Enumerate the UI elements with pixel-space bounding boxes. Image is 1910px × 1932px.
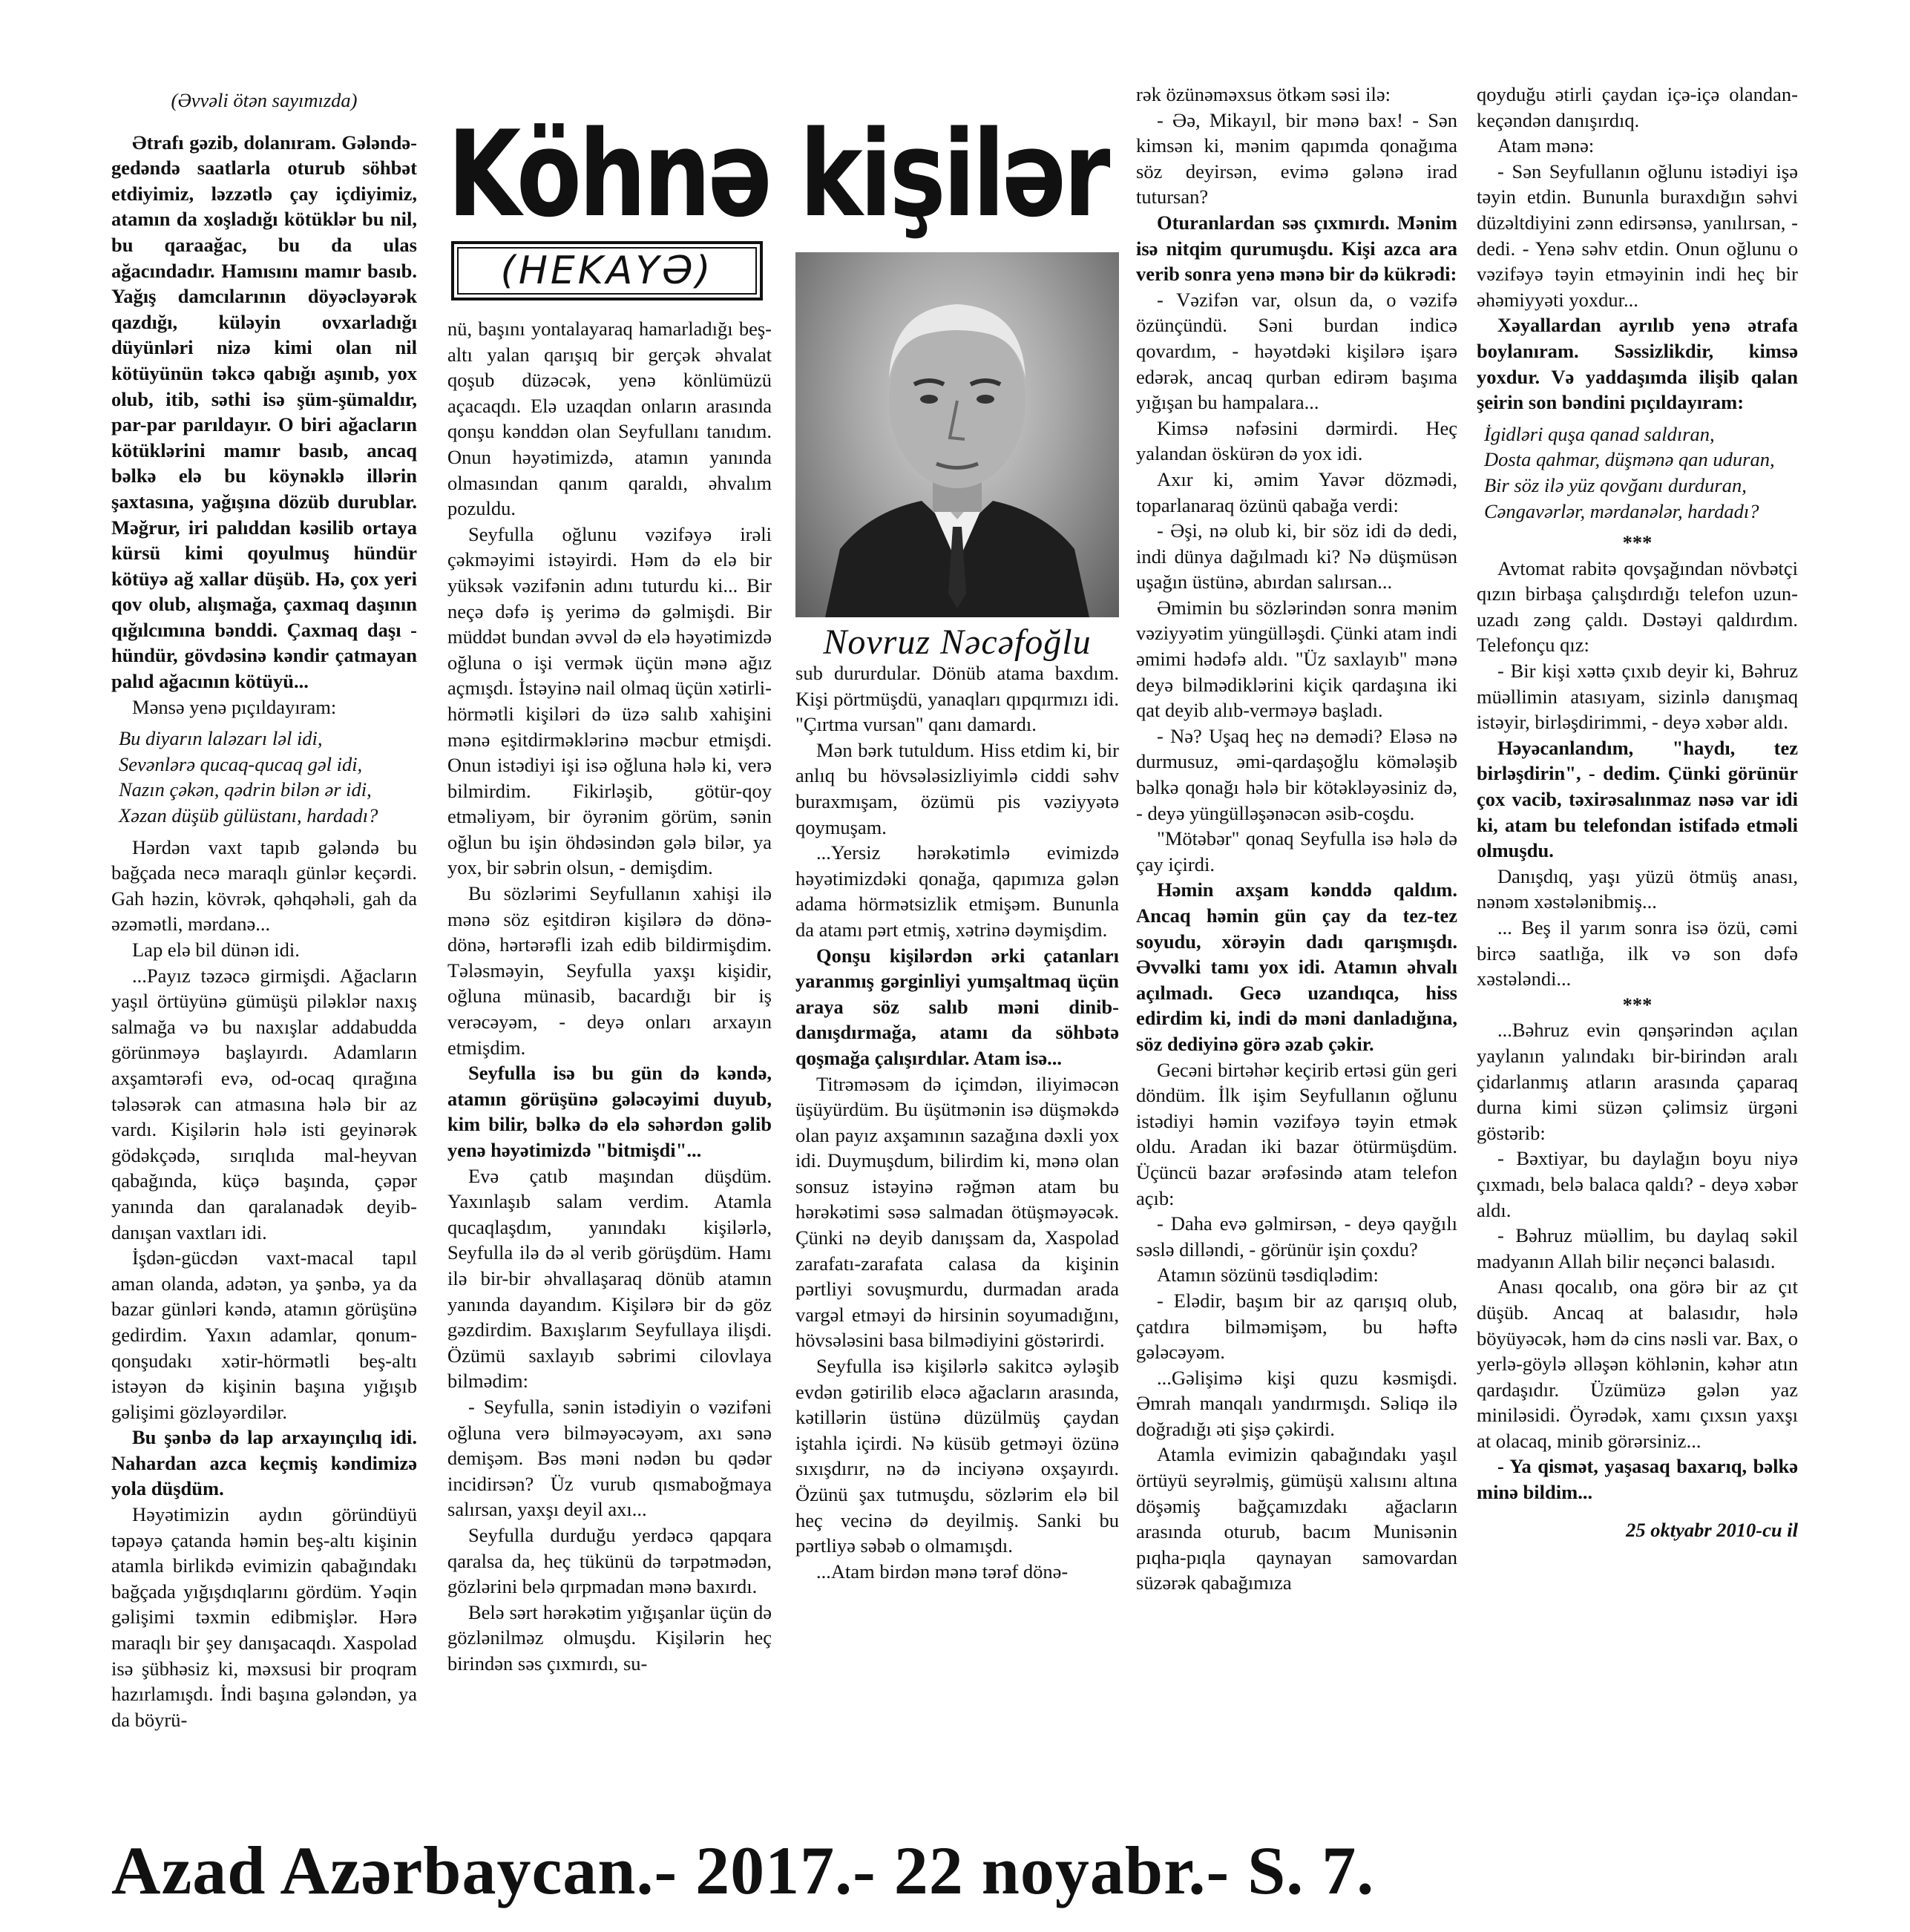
paragraph: ... Beş il yarım sonra isə özü, cəmi bircə saatlığa, ilk və son dəfə xəstələndi... xyxy=(1477,916,1798,990)
paragraph: - Daha evə gəlmirsən, - deyə qayğılı səslə dilləndi, - görünür işin çoxdu? xyxy=(1136,1212,1457,1261)
paragraph: ...Payız təzəcə girmişdi. Ağacların yaşıl örtüyünə gümüşü piləklər naxış salmağa və bu naxışlar addabudda görünməyə başlayırdı. Adamların axşamtərəfi evə, od-ocaq qırağına tələsərək can atmasına hələ bir az vardı. Kişilərin hələ isti geyinərək gödəkçədə, sırıqlıda mal-heyvan qabağında, küçə başında, çəpər yanında dan qaralanadək deyib-danışan vaxtları idi. xyxy=(111,964,417,1243)
paragraph: Əmimin bu sözlərindən sonra mənim vəziyyətim yüngülləşdi. Çünki atam indi əmimi hədəfə aldı. "Üz saxlayıb" mənə deyə bilmədiklərini kiçik qardaşına iki qat deyib alıb-verməyə başladı. xyxy=(1136,596,1457,722)
paragraph: qoyduğu ətirli çaydan içə-içə olandan-keçəndən danışırdıq. xyxy=(1477,83,1798,131)
paragraph: - Elədir, başım bir az qarışıq olub, çatdıra bilməmişəm, bu həftə gələcəyəm. xyxy=(1136,1289,1457,1364)
paragraph: ...Atam birdən mənə tərəf dönə- xyxy=(816,1560,1069,1583)
text-column-3 xyxy=(795,660,1119,1584)
author-name: Novruz Nəcəfoğlu xyxy=(823,622,1092,662)
paragraph: Avtomat rabitə qovşağından növbətçi qızın birbaşa çalışdırdığı telefon uzun-uzadı zəng çaldı. Dəstəyi qaldırdım. Telefonçu qız: xyxy=(1477,556,1798,657)
article-title: Köhnə kişilər xyxy=(447,105,1108,244)
paragraph: rək özünəməxsus ötkəm səsi ilə: xyxy=(1136,83,1391,105)
paragraph: - Əə, Mikayıl, bir mənə bax! - Sən kimsən ki, mənim qapımda qonağıma söz deyirsən, evimə gələnə irad tutursan? xyxy=(1136,108,1457,208)
poem-line: Bir söz ilə yüz qovğanı durduran, xyxy=(1484,473,1747,496)
paragraph: Bu sözlərimi Seyfullanın xahişi ilə mənə söz eşitdirən kişilərə də dönə-dönə, hərtərəfli izah edib bildirmişdim. Tələsməyin, Seyfulla yaxşı kişidir, oğluna münasib, bacardığı bir iş verəcəyəm, - deyə onları arxayın etmişdim. xyxy=(447,882,772,1059)
poem-line: Sevənlərə qucaq-qucaq gəl idi, xyxy=(119,752,363,775)
paragraph: Gecəni birtəhər keçirib ertəsi gün geri döndüm. İlk işim Seyfullanın oğlunu istədiyi həmin vəzifəyə təyin etmək oldu. Aradan iki bazar ötürmüşdüm. Üçüncü bazar ərəfəsində atam telefon açıb: xyxy=(1136,1058,1457,1209)
text-column-4 xyxy=(1136,82,1457,1596)
paragraph: - Bir kişi xəttə çıxıb deyir ki, Bəhruz müəllimin atasıyam, sizinlə danışmaq istəyir, birləşdirimmi, - deyə xəbər aldı. xyxy=(1477,660,1798,734)
paragraph: ...Bəhruz evin qənşərindən açılan yaylanın yalındakı bir-birindən aralı çidarlanmış atların arasında çaparaq durna kimi süzən çəlimsiz ürgəni göstərib: xyxy=(1477,1019,1798,1144)
paragraph: Seyfulla isə kişilərlə sakitcə əyləşib evdən gətirilib eləcə ağacların arasında, kətillərin üstünə düzülmüş çaydan iştahla içirdi. Nə küsüb getməyi özünə sıxışdırır, nə də inciyənə oxşayırdı. Özünü şax tutmuşdu, sözlərim elə bil heç vecinə də deyilmiş. Sanki bu pərtliyə səbəb o olmamışdı. xyxy=(795,1355,1119,1557)
article-date: 25 oktyabr 2010-cu il xyxy=(1626,1518,1798,1541)
paragraph: Ətrafı gəzib, dolanıram. Gələndə-gedəndə saatlarla oturub söhbət etdiyimiz, ləzzətlə çay içdiyimiz, atamın da xoşladığı kötüklər bu nil, bu qaraağac, bu da ulas ağacındadır. Hamısını mamır basıb. Yağış damcılarının döyəcləyərək qazdığı, küləyin ovxarladığı düyünləri nizə kimi olan nil kötüyünün təkcə qabığı aşınıb, yox olub, itib, səthi isə şüm-şümaldır, par-par parıldayır. O biri ağacların kötüklərini mamır basıb, ancaq bəlkə elə bu köynəklə illərin şaxtasına, yağışına dözüb durublar. Məğrur, iri palıddan kəsilib ortaya kürsü kimi qoyulmuş hündür kötüyə ağ xallar düşüb. Hə, çox yeri qov olub, alışmağa, çaxmaq daşının qığılcımına bənddi. Çaxmaq daşı - hündür, gövdəsinə kəndir çatmayan palıd ağacının kötüyü... xyxy=(111,131,417,693)
poem-line: Dosta qahmar, düşmənə qan uduran, xyxy=(1484,448,1775,471)
paragraph: Həyəcanlandım, "haydı, tez birləşdirin", - dedim. Çünki görünür çox vacib, təxirəsalınmaz nəsə var idi ki, atam bu telefondan istifadə etməli olmuşdu. xyxy=(1477,736,1798,862)
paragraph: Anası qocalıb, ona görə bir az çıt düşüb. Ancaq at balasıdır, hələ böyüyəcək, həm də cins nəsli var. Bax, o yerlə-göylə əlləşən köhlənin, kəhər atın qardaşıdır. Üzümüzə gələn yaz miniləsidi. Öyrədək, xamı çıxsın yaxşı at olacaq, minib görərsiniz... xyxy=(1477,1275,1798,1452)
poem-line: Cəngavərlər, mərdanələr, hardadı? xyxy=(1484,499,1759,522)
paragraph: Xəyallardan ayrılıb yenə ətrafa boylanıram. Səssizlikdir, kimsə yoxdur. Və yaddaşımda ilişib qalan şeirin son bəndini pıçıldayıram: xyxy=(1477,314,1798,414)
paragraph: nü, başını yontalayaraq hamarladığı beş-altı yalan qarışıq bir gerçək əhvalat qoşub düzəcək, yenə könlümüzü açacaqdı. Elə uzaqdan onların arasında qonşu kənddən olan Seyfullanı tanıdım. Onun həyətimizdə, atamın yanında olmasından qanım qaraldı, əhvalım pozuldu. xyxy=(447,318,772,520)
paragraph: Seyfulla isə bu gün də kəndə, atamın görüşünə gələcəyimi duyub, kim bilir, bəlkə də elə səhərdən gəlib yenə həyətimizdə "bitmişdi"... xyxy=(447,1062,772,1161)
poem-line: Xəzan düşüb gülüstanı, hardadı? xyxy=(119,804,378,827)
paragraph: Həyətimizin aydın göründüyü təpəyə çatanda həmin beş-altı kişinin atamla birlikdə evimizin qabağındakı bağçada yığışdıqlarını gördüm. Yəqin gəlişimi təxmin edibmişlər. Hərə maraqlı bir şey danışacaqdı. Xaspolad isə şübhəsiz ki, məxsusi bir proqram hazırlamışdı. İndi başına gələndən, ya da böyrü- xyxy=(111,1503,417,1731)
publication-citation: Azad Azərbaycan.- 2017.- 22 noyabr.- S. 7. xyxy=(111,1833,1375,1908)
text-column-1 xyxy=(111,88,417,1732)
paragraph: Axır ki, əmim Yavər dözmədi, toparlanaraq özünü qabağa verdi: xyxy=(1136,467,1457,516)
paragraph: Atamın sözünü təsdiqlədim: xyxy=(1157,1264,1379,1287)
paragraph: Titrəməsəm də içimdən, iliyiməcən üşüyürdüm. Bu üşütmənin isə düşməkdə olan payız axşamının sazağına dəxli yox idi. Duymuşdum, bilirdim ki, mənə olan sonsuz istəyinə rəğmən atam bu hərəkətimi səsə salmadan ötüşməyəcək. Çünki nə deyib danışsam da, Xaspolad zarafatı-zarafata calasa da kişinin pərtliyi sovuşmurdu, durmadan arada vargəl etməyi də hirsinin soyumadığını, hövsələsini basa bilmədiyini göstərirdi. xyxy=(795,1072,1119,1352)
paragraph: Bu şənbə də lap arxayınçılıq idi. Nahardan azca keçmiş kəndimizə yola düşdüm. xyxy=(111,1426,417,1500)
poem-line: Nazın çəkən, qədrin bilən ər idi, xyxy=(119,778,372,801)
poem-line: Bu diyarın laləzarı ləl idi, xyxy=(119,727,323,750)
paragraph: - Nə? Uşaq heç nə demədi? Eləsə nə durmusuz, əmi-qardaşoğlu kömələşib bəlkə qonağı hələ bir kötəkləyəsiniz də, - deyə yüngülləşənəcən əsib-coşdu. xyxy=(1136,724,1457,824)
portrait-illustration xyxy=(795,252,1119,617)
paragraph: Atamla evimizin qabağındakı yaşıl örtüyü seyrəlmiş, gümüşü xalısını altına döşəmiş bağçamızdakı ağacların arasında oturub, bacım Munisənin pıqha-pıqla qaynayan samovardan süzərək qabağımıza xyxy=(1136,1443,1457,1594)
paragraph: - Əşi, nə olub ki, bir söz idi də dedi, indi dünya dağılmadı ki? Nə düşmüsən uşağın üstünə, abırdan salırsan... xyxy=(1136,519,1457,594)
section-divider: *** xyxy=(1622,993,1653,1016)
paragraph: İşdən-gücdən vaxt-macal tapıl aman olanda, adətən, ya şənbə, ya da bazar günləri kəndə, atamın görüşünə gedirdim. Yaxın adamlar, qonum-qonşudakı xətir-hörmətli beş-altı istəyən də kişinin başına yığışıb gəlişimi gözləyərdilər. xyxy=(111,1246,417,1423)
paragraph: Atam mənə: xyxy=(1497,134,1595,157)
author-photo xyxy=(795,252,1119,617)
text-column-2 xyxy=(447,316,772,1676)
paragraph: - Bəhruz müəllim, bu daylaq səkil madyanın Allah bilir neçənci balasıdı. xyxy=(1477,1224,1798,1272)
text-column-5 xyxy=(1477,82,1798,1542)
paragraph: - Ya qismət, yaşasaq baxarıq, bəlkə minə bildim... xyxy=(1477,1455,1798,1504)
poem-line: İgidləri quşa qanad saldıran, xyxy=(1484,422,1715,445)
paragraph: Lap elə bil dünən idi. xyxy=(132,939,300,961)
paragraph: Evə çatıb maşından düşdüm. Yaxınlaşıb salam verdim. Atamla qucaqlaşdım, yanındakı kişilərlə, Seyfulla ilə də əl verib görüşdüm. Hamı ilə bir-bir əhvallaşaraq dönüb atamın yanında dayandım. Kişilərə bir də göz gəzdirdim. Baxışlarım Seyfullaya ilişdi. Özümü saxlayıb səbrimi cilovlaya bilmədim: xyxy=(447,1164,772,1393)
paragraph: ...Yersiz hərəkətimlə evimizdə həyətimizdəki qonağa, qapımıza gələn adama hörmətsizlik etmişəm. Bununla da atamı pərt etmiş, xətrinə dəymişdim. xyxy=(795,841,1119,941)
poem-stanza xyxy=(111,726,417,828)
paragraph: ...Gəlişimə kişi quzu kəsmişdi. Əmrah manqalı yandırmışdı. Səliqə ilə doğradığı əti şişə çəkirdi. xyxy=(1136,1366,1457,1440)
paragraph: - Seyfulla, sənin istədiyin o vəzifəni oğluna verə bilməyəcəyəm, axı sənə demişəm. Bəs məni nədən bu qədər incidirsən? Üz vurub qısmaboğmaya salırsan, yaxşı deyil axı... xyxy=(447,1395,772,1521)
genre-label: (HEKAYƏ) xyxy=(457,247,757,295)
continuation-note: (Əvvəli ötən sayımızda) xyxy=(171,89,358,111)
paragraph: Oturanlardan səs çıxmırdı. Mənim isə nitqim qurumuşdu. Kişi azca ara verib sonra yenə mənə bir də kükrədi: xyxy=(1136,211,1457,286)
paragraph: "Mötəbər" qonaq Seyfulla isə hələ də çay içirdi. xyxy=(1136,827,1457,875)
paragraph: Qonşu kişilərdən ərki çatanları yaranmış gərginliyi yumşaltmaq üçün araya söz salıb məni dinib-danışdırmağa, atamı da söhbətə qoşmağa çalışırdılar. Atam isə... xyxy=(795,944,1119,1069)
section-divider: *** xyxy=(1622,531,1653,554)
paragraph: Kimsə nəfəsini dərmirdi. Heç yalandan öskürən də yox idi. xyxy=(1136,416,1457,465)
poem-stanza xyxy=(1477,421,1798,524)
paragraph: Danışdıq, yaşı yüzü ötmüş anası, nənəm xəstələnibmiş... xyxy=(1477,864,1798,913)
paragraph: Seyfulla oğlunu vəzifəyə irəli çəkməyimi istəyirdi. Həm də elə bir yüksək vəzifənin adını tuturdu ki... Bir neçə dəfə iş yerimə də gəlmişdi. Bir müddət bundan əvvəl də elə həyətimizdə oğluna o işi vermək üçün mənə ağız açmışdı. İstəyinə nail olmaq üçün xətirli-hörmətli kişiləri də üzə salıb xahişini mənə eşitdirməklərinə məcbur etmişdi. Onun istədiyi işi isə oğluna hələ ki, verə bilmirdim. Fikirləşib, götür-qoy etməliyəm, bir öyrənim görüm, sənin oğlun bu işin öhdəsindən gələ bilər, ya yox, bir səbrin olsun, - demişdim. xyxy=(447,522,772,879)
paragraph: Hərdən vaxt tapıb gələndə bu bağçada necə maraqlı günlər keçərdi. Gah həzin, kövrək, qəhqəhəli, gah da əzəmətli, mərdanə... xyxy=(111,835,417,936)
paragraph: Seyfulla durduğu yerdəcə qapqara qaralsa da, heç tükünü də tərpətmədən, gözlərini belə qırpmadan mənə baxırdı. xyxy=(447,1523,772,1598)
paragraph: Belə sərt hərəkətim yığışanlar üçün də gözlənilməz olmuşdu. Kişilərin heç birindən səs çıxmırdı, su- xyxy=(447,1600,772,1675)
paragraph: Həmin axşam kənddə qaldım. Ancaq həmin gün çay da tez-tez soyudu, xörəyin dadı qarışmışdı. Əvvəlki tamı yox idi. Atamın əhvalı açılmadı. Gecə uzandıqca, hiss edirdim ki, indi də məni danladığına, söz dediyinə görə əzab çəkir. xyxy=(1136,878,1457,1055)
paragraph: - Sən Seyfullanın oğlunu istədiyi işə təyin etdin. Bununla buraxdığın səhvi düzəltdiyini zənn edirsənsə, yanılırsan, - dedi. - Yenə səhv etdin. Onun oğlunu o vəzifəyə təyin etməyinin indi heç bir əhəmiyyəti yoxdur... xyxy=(1477,160,1798,311)
paragraph: Mən bərk tutuldum. Hiss etdim ki, bir anlıq bu hövsələsizliyimlə ciddi səhv buraxmışam, özümü pis vəziyyətə qoymuşam. xyxy=(795,738,1119,838)
paragraph: - Bəxtiyar, bu daylağın boyu niyə çıxmadı, belə balaca qaldı? - deyə xəbər aldı. xyxy=(1477,1147,1798,1221)
paragraph: - Vəzifən var, olsun da, o vəzifə özünçündü. Səni burdan indicə qovardım, - həyətdəki kişilərə işarə edərək, ancaq qurban edirəm başıma yığışan bu hampalara... xyxy=(1136,288,1457,414)
paragraph: Mənsə yenə pıçıldayıram: xyxy=(132,695,337,718)
genre-box xyxy=(451,241,763,300)
paragraph: sub dururdular. Dönüb atama baxdım. Kişi pörtmüşdü, yanaqları qıpqırmızı idi. "Çırtma vursan" qanı damardı. xyxy=(795,662,1119,736)
